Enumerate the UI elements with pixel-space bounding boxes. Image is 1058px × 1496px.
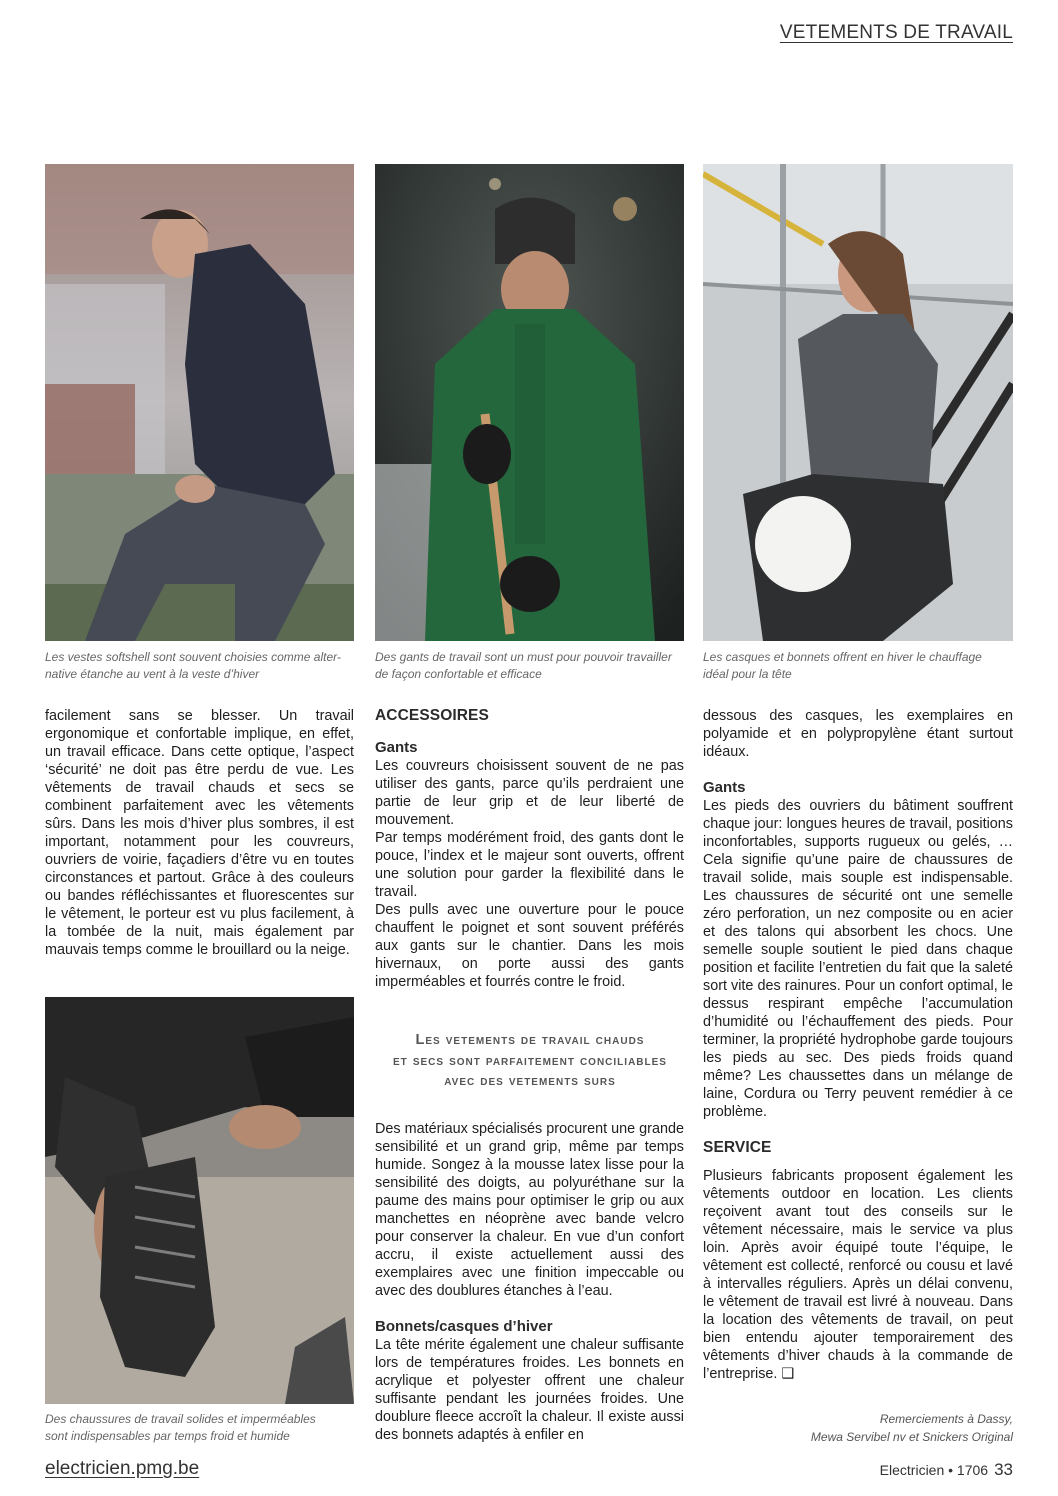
- footer-issue: [880, 1460, 1013, 1480]
- body-paragraph: [703, 1167, 1013, 1383]
- photo-softshell-jacket: [45, 164, 354, 641]
- caption-line: Des chaussures de travail solides et imperméables: [45, 1412, 316, 1426]
- caption-softshell: [45, 649, 365, 683]
- caption-gloves: [375, 649, 695, 683]
- photo-work-gloves: [375, 164, 684, 641]
- photo-helmets-beanies-image: [703, 164, 1013, 641]
- column-2-upper: [375, 707, 684, 991]
- body-paragraph: La tête mérite également une chaleur suffisante lors de températures froides. Les bonnets en acrylique et polyester offrent une chaleur suffisante pendant les journées froides. Une doublure fleece accroît la chaleur. Il existe aussi des bonnets adaptés à enfiler en: [375, 1337, 684, 1443]
- caption-line: Les vestes softshell sont souvent choisies comme alter-: [45, 650, 341, 664]
- column-2-lower: [375, 1120, 684, 1444]
- acknowledgements: [811, 1410, 1013, 1446]
- website-link[interactable]: electricien.pmg.be: [45, 1458, 200, 1479]
- pull-quote-line: avec des vetements surs: [444, 1073, 616, 1089]
- body-paragraph: Par temps modérément froid, des gants dont le pouce, l’index et le majeur sont ouverts, offrent une solution pour garder la flexibilité dans le travail.: [375, 830, 684, 900]
- body-paragraph: Des pulls avec une ouverture pour le pouce chauffent le poignet et sont souvent préférés aux gants sur le chantier. Dans les mois hivernaux, on porte aussi des gants imperméables et fourrés contre le froid.: [375, 902, 684, 990]
- photo-safety-boots-image: [45, 997, 354, 1404]
- service-text: Plusieurs fabricants proposent également les vêtements outdoor en location. Les clients reçoivent avant tout des conseils sur le vêtement nécessaire, mais le service va plus loin. Après avoir équipé toute l’équipe, le vêtement est collecté, renforcé ou cousu et lavé à intervalles réguliers. Après un délai convenu, le vêtement de travail est livré à nouveau. Dans la location des vêtements de travail, on peut bien entendu ajouter temporairement des vêtements d’hiver chauds à la commande de l’entreprise.: [703, 1168, 1013, 1382]
- caption-boots: [45, 1411, 365, 1445]
- section-title: VETEMENTS DE TRAVAIL: [779, 22, 1013, 43]
- end-mark-icon: ❑: [781, 1366, 795, 1382]
- pull-quote-line: Les vetements de travail chauds: [415, 1032, 645, 1048]
- column-1: [45, 707, 354, 959]
- subheading-gloves: Gants: [375, 739, 418, 756]
- body-paragraph: Des matériaux spécialisés procurent une grande sensibilité et un grand grip, même par temps humide. Songez à la mousse latex lisse pour la sensibilité des doigts, au polyuréthane sur la paume des mains pour optimiser le grip ou aux manchettes en néoprène avec bande velcro pour conserver la chaleur. En vue d’un confort accru, il existe actuellement aussi des exemplaires avec une finition impeccable ou avec des doublures étanches à l’eau.: [375, 1121, 684, 1299]
- pull-quote-line: et secs sont parfaitement conciliables: [393, 1052, 667, 1069]
- caption-helmets: [703, 649, 1023, 683]
- subheading-beanies-helmets: Bonnets/casques d’hiver: [375, 1318, 553, 1335]
- photo-safety-boots: [45, 997, 354, 1404]
- caption-line: sont indispensables par temps froid et humide: [45, 1429, 290, 1443]
- column-3: [703, 707, 1013, 1383]
- caption-line: idéal pour la tête: [703, 667, 792, 681]
- body-paragraph: dessous des casques, les exemplaires en polyamide et en polypropylène étant surtout idéaux.: [703, 708, 1013, 760]
- body-paragraph: Les pieds des ouvriers du bâtiment souffrent chaque jour: longues heures de travail, positions inconfortables, supports rugueux ou gelés, … Cela signifie qu’une paire de chaussures de travail solide, mais souple est indispensable. Les chaussures de sécurité ont une semelle zéro perforation, un nez composite ou en acier et des talons qui absorbent les chocs. Une semelle souple soutient le pied dans chaque position et facilite l’entretien du fait que la saleté sort vite des rainures. Pour un confort optimal, le dessus respirant empêche l’accumulation d’humidité ou l’échauffement des pieds. Pour terminer, la propriété hydrophobe garde toujours les pieds au sec. Des pieds froids quand même? Les chaussettes dans un mélange de laine, Cordura ou Terry peuvent remédier à ce problème.: [703, 798, 1013, 1120]
- caption-line: de façon confortable et efficace: [375, 667, 542, 681]
- photo-softshell-jacket-image: [45, 164, 354, 641]
- caption-line: Des gants de travail sont un must pour pouvoir travailler: [375, 650, 672, 664]
- pull-quote: [375, 1030, 685, 1092]
- photo-helmets-beanies: [703, 164, 1013, 641]
- caption-line: Les casques et bonnets offrent en hiver le chauffage: [703, 650, 982, 664]
- photo-work-gloves-image: [375, 164, 684, 641]
- section-heading-service: SERVICE: [703, 1139, 772, 1156]
- credit-line: Remerciements à Dassy,: [879, 1412, 1013, 1426]
- body-paragraph: facilement sans se blesser. Un travail ergonomique et confortable implique, en effet, un travail efficace. Dans cette optique, l’aspect ‘sécurité’ ne doit pas être perdu de vue. Les vêtements de travail chauds et secs se combinent parfaitement avec les vêtements sûrs. Dans les mois d’hiver plus sombres, il est important, notamment pour les couvreurs, ouvriers de voirie, façadiers d’être vu en toutes circonstances et partout. Grâce à des couleurs ou bandes réfléchissantes et fluorescentes sur le vêtement, le porteur est vu plus facilement, à la tombée de la nuit, mais également par mauvais temps comme le brouillard ou la neige.: [45, 708, 354, 958]
- page-number: 33: [994, 1460, 1013, 1479]
- caption-line: native étanche au vent à la veste d’hiver: [45, 667, 260, 681]
- credit-line: Mewa Servibel nv et Snickers Original: [810, 1430, 1013, 1444]
- body-paragraph: Les couvreurs choisissent souvent de ne pas utiliser des gants, parce qu’ils perdraient une partie de leur grip et de leur liberté de mouvement.: [375, 758, 684, 828]
- section-heading-accessoires: ACCESSOIRES: [375, 707, 489, 724]
- subheading-gloves-2: Gants: [703, 779, 746, 796]
- magazine-issue: Electricien • 1706: [879, 1462, 989, 1478]
